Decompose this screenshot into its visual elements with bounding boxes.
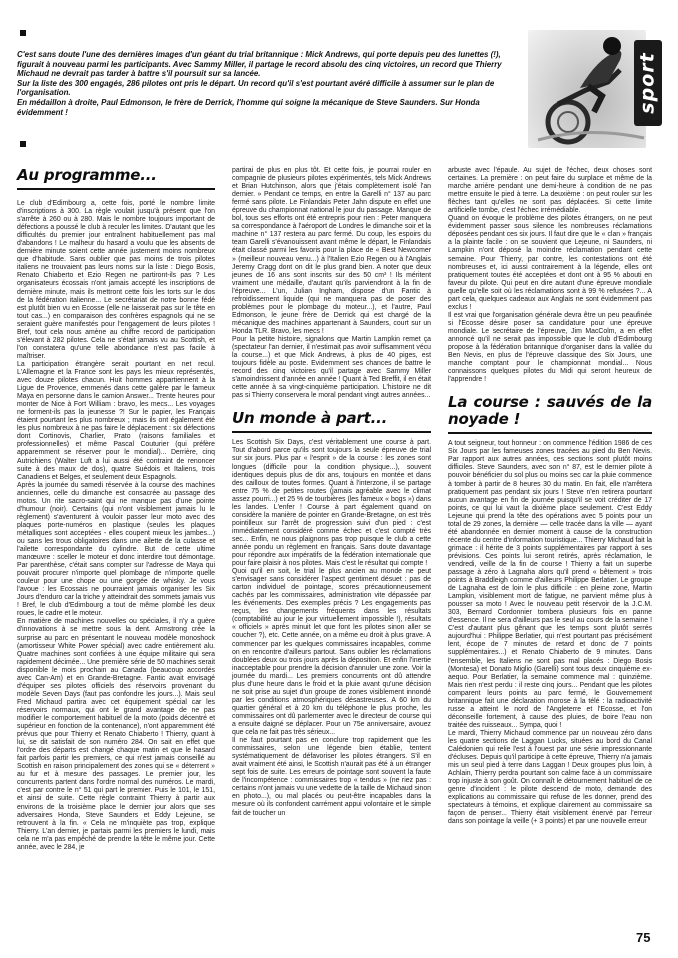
intro-caption-text-1: C'est sans doute l'une des dernières images d'un géant du trial britannique : Mick Andrews, qui porte depuis peu des lunettes (!), figurait à nouveau parmi les participants. Avec Sammy Miller, il partage le record absolu des cinq victoires, un record que Thierry Michaud ne devrait pas tarder à battre s'il poursuit sur sa lancée. bbox=[17, 50, 502, 79]
paragraph: Le mardi, Thierry Michaud commence par un nouveau zéro dans les quatre sections de Laggan Lucks, situées au bord du Canal Calédonien qui relie l'est à l'ouest par une série impressionnante d'écluses. Depuis qu'il participe à cette épreuve, Thierry n'a jamais mis un seul pied à terre dans Laggan ! Deux groupes plus loin, à Achlain, Thierry perdra pourtant son calme face à un commissaire trop injuste à son goût. On connaît le détournement habituel de ce genre d'incident : le pilote descend de moto, demande des explications au commissaire qui refuse de les donner, prend des spectateurs à témoins, et explique clairement au commissaire sa façon de penser... Thierry était visiblement énervé par l'erreur dans son pointage la veille (+ 3 points) et par une nouvelle erreur bbox=[448, 729, 652, 826]
paragraph: La participation étrangère serait pourtant en net recul. L'Allemagne et la France sont les pays les mieux représentés, avec douze pilotes chacun. Huit hommes appartiennent à la Ligue de Provence, emmenés dans cette galère par le fameux Maya en personne dans le camion Answer... Trente heures pour monter de Nice à Fort William : bravo, les mecs... Les voyages ne forment-ils pas la jeunesse ?! Sur le papier, les Français étaient pourtant les plus nombreux ; mais ils ont également été les plus nombreux à ne pas faire le déplacement : six défections dont Cortinovis, Charlier, Prato (raisons familiales et professionnelles) et même Pascal Couturier (qui préfère apparemment se réserver pour le mondial)... Derrière, cinq Autrichiens (Walter Luft a lui aussi été contraint de renoncer suite à des maux de dos), quatre Suédois et Italiens, trois Canadiens et Belges, et seulement deux Espagnols. bbox=[17, 360, 215, 481]
paragraph: Quand on évoque le problème des pilotes étrangers, on ne peut évidemment passer sous silence les nombreuses réclamations déposées pendant ces six jours. Il faut dire que le « clan » français a la plainte facile : on se souvient que Lejeune, ni Saunders, ni Lampkin n'ont déposé la moindre réclamation pendant cette semaine. Pour Thierry, par contre, les contestations ont été nombreuses et, ici aussi contrairement à la légende, elles ont pratiquement toutes été acceptées et dont ont à 95 % abouti en faveur du pilote. Qui peut en dire autant d'une épreuve mondiale quelle qu'elle soit où les réclamations sont à 99 % refusées ?... A part cela, quelques cadeaux aux Anglais ne sont évidemment pas exclus ! bbox=[448, 215, 652, 311]
heading-monde: Un monde à part... bbox=[232, 409, 388, 428]
page-number: 75 bbox=[636, 930, 651, 945]
text-column-1 bbox=[17, 200, 215, 852]
text-column-3 bbox=[448, 167, 652, 827]
heading-rule bbox=[232, 431, 431, 433]
intro-caption-text-2: Sur la liste des 300 engagés, 286 pilotes ont pris le départ. Un record qu'il s'est pourtant avéré difficile à assumer sur le plan de l'organisation. bbox=[17, 78, 495, 98]
heading-rule bbox=[17, 188, 215, 190]
heading-course: La course : sauvés de la noyade ! bbox=[448, 393, 652, 429]
sport-label: sport bbox=[637, 52, 660, 114]
section-heading-course bbox=[448, 394, 652, 434]
text-column-2 bbox=[232, 167, 431, 818]
paragraph: Les Scottish Six Days, c'est véritablement une course à part. Tout d'abord parce qu'ils sont toujours la seule épreuve de trial sur six jours. Plus par « l'esprit » de la course : les zones sont longues (difficile pour la condition physique...), souvent identiques depuis plus de dix ans, toujours en montée et dans des cailloux de toutes formes. Quant à l'interzone, il se partage entre 75 % de petites routes (jamais agréable avec le climat assez pourri...) et 25 % de tourbières (les fameux « bogs ») dans les landes. L'enfer ! Course à part également quand on considère la manière de pointer en Grande-Bretagne, on est très pointilleux sur l'arrêt de progression suivi d'un pied : c'est immédiatement considéré comme échec et c'est compté très sec... Enfin, ne nous plaignons pas trop puisque le club a cette année pondu un règlement en français. Sans doute davantage pour répondre aux impératifs de la fédération internationale que pour faire plaisir à nos pilotes. Mais c'est le résultat qui compte ! bbox=[232, 439, 431, 568]
section-heading-monde bbox=[232, 410, 431, 433]
intro-caption bbox=[17, 50, 515, 117]
heading-rule bbox=[448, 432, 652, 434]
intro-caption-text-3: En médaillon à droite, Paul Edmonson, le frère de Derrick, l'homme qui soigne la mécanique de Steve Saunders. Sur Honda évidemment ! bbox=[17, 97, 480, 117]
rider-photo bbox=[528, 30, 646, 148]
paragraph: Quoi qu'il en soit, le trial le plus ancien au monde ne peut s'envisager sans considérer l'aspect gentiment désuet : pas de carton individuel de pointage, scores précautionneusement cachés par les commissaires, administration vite dépassée par les événements. Des exemples précis ? Les engagements pas reçus, les changements fréquents dans les résultats (comptabilité au jour le jour virtuellement impossible !), résultats « officiels » après minuit let que font les pilotes sinon aller se coucher ?), etc. Cette année, on a même eu droit à plus grave. A commencer par les quelques commissaires incapables, comme on en rencontre d'ailleurs partout. Sans oublier les réclamations doublées deux ou trois jours après la déposition. Et enfin l'inertie inacceptable pour prendre la décision d'annuler une zone. Voir la journée du mardi... Les premiers concurrents ont dû attendre plus d'une heure dans le froid et la pluie avant qu'une décision ne soit prise au sujet d'un groupe de zones visiblement innondé par les conditions atmosphériques désastreuses. A 60 km du quartier général et à 20 km du téléphone le plus proche, les commissaires ont dû parlementer avec le directeur de course qui a ensuite daigné se déplacer. Pour un 75e anniversaire, avouez que cela ne fait pas très sérieux... bbox=[232, 568, 431, 737]
corner-mark bbox=[20, 30, 26, 36]
paragraph: arbuste avec l'épaule. Au sujet de l'échec, deux choses sont certaines. La première : on peut faire du surplace et même de la marche arrière pendant une demi-heure à condition de ne pas mettre ensuite le pied à terre. La deuxième : on peut rouler sur les flèches tant qu'elles ne sont pas déplacées. Si cette limite artificielle tombe, c'est l'échec irrémédiable. bbox=[448, 167, 652, 215]
paragraph: Le club d'Edimbourg a, cette fois, porté le nombre limite d'inscriptions à 300. La règle voulait jusqu'à présent que l'on s'arrête à 260 ou à 280. Mais le nombre toujours important de défections a poussé le club à reculer les limites. D'autant que les difficultés du premier jour entraînent habituellement pas mal d'abandons ! Le malheur du hasard a voulu que les absents de dernière minute soient cette année justement moins nombreux que d'habitude. Sans oublier que pas moins de trois pilotes italiens ne trouvaient pas leurs noms sur la liste : Diego Bosis, Renato Chiaberto et Ezio Regen ne partiront-ils pas ? Les organisateurs écossais n'ont jamais accepté les inscriptions de dernière minute, mais ils mettront cette fois les torts sur le dos de la fédération italienne... Le secrétariat de notre bonne fédé est plutôt bien vu en Ecosse (elle ne laisserait pas sur le tête en tout cas...) en comparaison des confrères espagnols qui ne se seraient guère manifestés pour l'engagement de leurs pilotes ! Bref, tout cela nous amène au chiffre record de participation s'élevant à 282 pilotes. Cela ne s'était jamais vu au Scottish, et l'on constatera qu'une telle abondance n'est pas facile à maîtriser. bbox=[17, 200, 215, 360]
paragraph: Il est vrai que l'organisation générale devra être un peu peaufinée si l'Ecosse désire poser sa candidature pour une épreuve mondiale. Le secrétaire de l'épreuve, Jim MacColm, a en effet annoncé qu'il ne serait pas impossible que le club d'Edimbourg propose à la fédération britannique d'organiser dans la vallée du Ben Nevis, en plus de l'épreuve classique des Six Jours, une manche comptant pour le championnat mondial... Nous connaissons quelques pilotes du Midi qui seront heureux de l'apprendre ! bbox=[448, 311, 652, 384]
paragraph: partirai de plus en plus tôt. Et cette fois, je pourrai rouler en compagnie de plusieurs pilotes expérimentés, tels Mick Andrews et Brian Hutchinson, alors que j'étais complètement isolé l'an dernier. » Pendant ce temps, en entre la Garelli n° 137 au parc fermé sans pilote. Le Finlandais Peter Jahn dispute en effet une épreuve du championnat national le jour du passage. Manque de bol, tous ses efforts ont été entrepris pour rien : Peter manquera sa correspondance à l'aéroport de Londres le dimanche soir et la machine n° 137 restera au parc fermé. Du coup, les espoirs du team Garelli s'évanouissent avant même le départ, le Finlandais était classé parmi les favoris pour la place de « Best Newcomer » (meilleur nouveau venu...) à l'Italien Ezio Regen ou à l'Anglais Jeremy Cragg dont on dit le plus grand bien. A noter que deux jeunes de 16 ans sont inscrits sur des 50 cm³ ! Ils méritent vraiment une médaille, d'autant qu'ils parviendront à la fin de l'épreuve... L'un, Julian Ingham, dispose d'un Fantic à refroidissement liquide (qui ne manquera pas de poser des problèmes pour le plombage du moteur...), et l'autre, Paul Edmonson, le jeune frère de Derrick qui est chargé de la mécanique des machines appartenant à Saunders, court sur un Honda TLR. Bravo, les mecs ! bbox=[232, 167, 431, 335]
paragraph: Après la journée du samedi réservée à la course des machines anciennes, celle du dimanche est consacrée au passage des motos. Un rite sacro-saint qui ne manque pas d'une pointe d'humour (noir). Certains (qui n'ont visiblement jamais lu le règlement) s'aventurent à vouloir passer leur moto avec des plaques porte-numéros en plastique (seules les plaques métalliques sont acceptées - elles coupent mieux les jambes...) ou sans les trous obligatoires dans une ailette de la culasse et l'ailette correspondante du cylindre. But de cette ultime manœuvre : sceller le moteur et donc interdire tout démontage. Par parenthèse, c'était sans compter sur l'adresse de Maya qui pouvait procurer n'importe quel plombage de n'importe quelle couleur pour une chope ou une gorgée de whisky. Je vous l'avoue : les Ecossais ne pourraient jamais organiser les Six Jours d'enduro car la triche y atteindrait des sommets jamais vus ! Bref, le club d'Edimbourg a tout de même plombé les deux roues, le cadre et le moteur. bbox=[17, 481, 215, 618]
corner-mark bbox=[20, 141, 26, 147]
section-heading-programme bbox=[17, 167, 215, 196]
heading-programme: Au programme... bbox=[17, 166, 157, 184]
paragraph: Pour la petite histoire, signalons que Martin Lampkin remet ça (spectateur l'an dernier, il n'estimait pas avoir suffisamment vécu la course...) et que Mick Andrews, à plus de 40 piges, est toujours fidèle au poste. Evidemment ses chances de battre le record des cinq victoires qu'il partage avec Sammy Miller s'amoindrissent d'année en année ! Quant à Ted Breffit, il en était cette année à sa vingt-cinquième participation. L'histoire ne dit pas si Thierry conservera le moral pendant vingt autres années... bbox=[232, 335, 431, 400]
sport-section-tag bbox=[634, 40, 662, 126]
paragraph: A tout seigneur, tout honneur : on commence l'édition 1986 de ces Six Jours par les fameuses zones tracées au pied du Ben Nevis. Par rapport aux autres années, ces sections sont plutôt moins difficiles. Steve Saunders, avec son n° 87, est le dernier pilote à pouvoir bénéficier du sol plus ou moins sec car la pluie commence à tomber à partir de 8 heures 30 du matin. En fait, elle n'arrêtera pratiquement pas pendant six jours ! Steve n'en retirera pourtant aucun avantage en fin de journée puisqu'il se voit créditer de 17 points, ce qui lui vaut la dixième place seulement. C'est Eddy Lejeune qui prend la tête des opérations avec 5 points pour un total de 29 zones, la dernière — celle tracée dans la ville — ayant été abandonnée en dernier moment à cause de la construction récente du centre d'information touristique... Thierry Michaud fait la grimace : il hérite de 3 points supplémentaires par rapport à ses prévisions. Ces points lui seront retirés, après réclamation, le vendredi, veille de la fin de course ! Thierry a fait un superbe passage à zéro à Lagnaha alors qu'il prend « bêtement » trois points à Braddleigh comme d'ailleurs Philippe Berlatier. Le groupe de Lagnaha est de loin le plus difficile : en pleine zone, Martin Lampkin, visiblement mort de fatigue, ne parvient même plus à pousser sa moto ! Avec le nouveau petit réservoir de la J.C.M. 303, Bernard Cordonnier tombera plusieurs fois en panne d'essence. Il ne sera d'ailleurs pas le seul au cours de la semaine ! C'est d'autant plus gênant que les temps sont plutôt serrés aujourd'hui : Philippe Berlatier, qui n'est pourtant pas précisément lent, écope de 7 minutes de retard et donc de 7 points supplémentaires...) et Renato Chiaberto de 9 minutes. Dans l'ensemble, les Italiens ne sont pas mal placés : Diego Bosis (Montesa) et Donato Miglio (Garelli) sont tous deux cinquième ex-aequo. Pour Berlatier, la semaine commence mal : quinzième. Mais rien n'est perdu : il reste cinq jours... Pendant que les pilotes comparent leurs points au parc fermé, le Gouvernement britannique fait une déclaration morose à la télé : la radioactivité russe a atteint le nord de l'Angleterre et l'Ecosse, et l'on déconseille fortement, à cause des pluies, de boire l'eau non traitée des ruisseaux... Sympa, quoi ! bbox=[448, 440, 652, 729]
paragraph: Il ne faut pourtant pas en conclure trop rapidement que les commissaires, selon une légende bien établie, tentent systématiquement de défavoriser les pilotes étrangers. S'il en avait vraiment été ainsi, le Scottish n'aurait pas été à un étranger sept fois de suite. Les erreurs de pointage sont souvent la faute de l'incompétence : commissaires trop « tendus » (ne riez pas : certains n'ont jamais vu une vedette de la taille de Michaud sinon en photo...), ou mal placés ou peut-être incapables dans la mesure où ils confondent carrément appui volontaire et le simple fait de toucher un bbox=[232, 737, 431, 817]
rider-silhouette-icon bbox=[528, 30, 646, 148]
paragraph: En matière de machines nouvelles ou spéciales, il n'y a guère d'innovations à se mettre sous la dent. Armstrong crée la surprise au parc en présentant le nouveau modèle monoshock (amortisseur White Power spécial) avec cadre entièrement alu. Quatre machines sont confiées à une équipe militaire qui sera rapidement décimée... Une première série de 50 machines serait disponible le mois prochain au Canada (beaucoup accordés avec Can-Am) et en Grande-Bretagne. Fantic avait envisagé d'équiper ses pilotes officiels des réservoirs provenant du modèle Seven Days (faut pas confondre les jours...). Mais seul Fred Michaud partira avec cet équipement spécial car les réservoirs normaux, qui ont le grand avantage de ne pas modifier le comportement habituel de la moto (poids décentré et supérieur en fonction de la contenance), n'ont apparemment été prévus que pour Thierry et Renato Chiaberto ! Thierry, quant à lui, se dit satisfait de son numéro 284. On sait en effet que l'ordre des départs est changé chaque matin et que le hasard fait parfois partir les premiers, ce qui n'est jamais conseillé au Scottish en raison principalement des zones qui se « déterrent » au fur et à mesure des passages. Le premier jour, les concurrents partent dans l'ordre normal des numéros. Le mardi, c'est par contre le n° 51 qui part le premier. Puis le 101, le 151, et ainsi de suite. Cette règle contraint Thierry à partir aux environs de la troisième place le dernier jour alors que ses adversaires Honda, Steve Saunders et Eddy Lejeune, se retrouvent à la fin. « Cela ne m'inquiète pas trop, explique Thierry. L'an dernier, je partais parmi les premiers le lundi, mais cela ne m'a pas empêché de prendre la tête le même jour. Cette année, avec le 284, je bbox=[17, 618, 216, 851]
